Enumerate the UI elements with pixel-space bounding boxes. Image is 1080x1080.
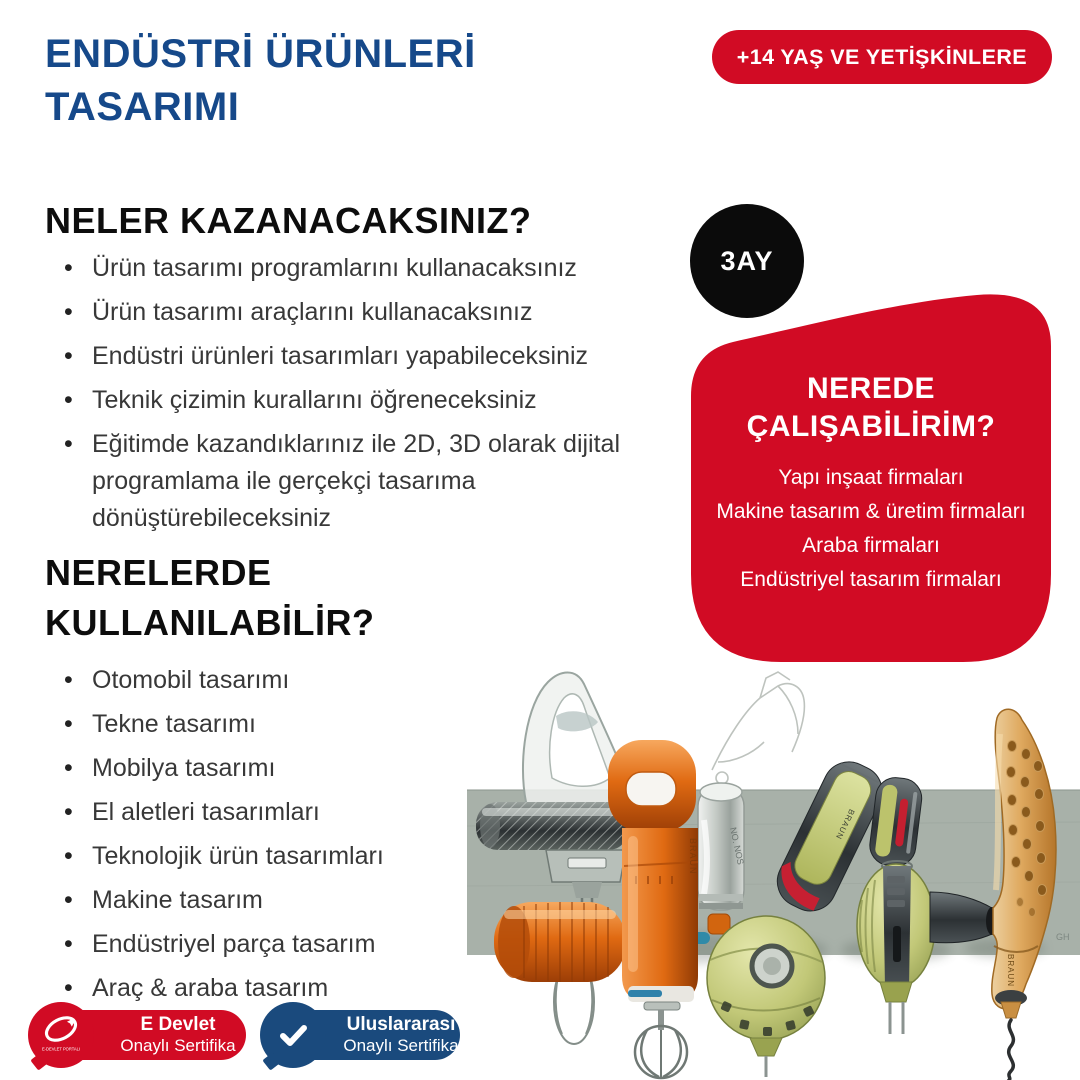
list-item: • Teknolojik ürün tasarımları <box>62 838 582 875</box>
international-certificate-badge <box>260 1002 460 1068</box>
list-item: Endüstriyel tasarım firmaları <box>740 567 1002 591</box>
page-title-line1: ENDÜSTRİ ÜRÜNLERİ <box>45 32 476 76</box>
list-item: • Mobilya tasarımı <box>62 750 582 787</box>
list-item: Yapı inşaat firmaları <box>778 465 964 489</box>
page-title-line2: TASARIMI <box>45 85 240 130</box>
duration-badge: 3AY <box>690 204 804 318</box>
e-devlet-logo-glyph <box>37 1011 85 1059</box>
list-item: • Otomobil tasarımı <box>62 662 582 699</box>
pencil-outline-sketch <box>712 672 804 784</box>
orange-cylinder-sketch <box>494 902 626 982</box>
blender-brand-label: BRAUN <box>1006 954 1015 988</box>
list-item: • El aletleri tasarımları <box>62 794 582 831</box>
usage-heading <box>45 548 374 647</box>
list-item: • Araç & araba tasarım <box>62 970 582 1007</box>
e-devlet-logo-icon <box>28 1002 94 1068</box>
list-item: • Endüstri ürünleri tasarımları yapabileceksiniz <box>62 338 682 375</box>
certificate-title: E Devlet <box>140 1013 216 1035</box>
e-devlet-logo-caption: E-DEVLET PORTALI <box>41 1046 81 1052</box>
mixer-brand-label: BRAUN <box>688 838 698 875</box>
work-places-heading-line1: NEREDE <box>806 372 936 405</box>
age-badge: +14 YAŞ VE YETİŞKİNLERE <box>712 30 1052 84</box>
work-places-heading <box>699 370 1043 447</box>
handle-brand-label: BRAUN <box>833 807 857 842</box>
whisk-icon <box>635 1026 687 1078</box>
check-icon-glyph <box>273 1015 313 1055</box>
product-sketch-image <box>460 650 1080 1080</box>
artist-signature: GH <box>1056 932 1070 942</box>
page-title <box>45 28 476 134</box>
grinder-sphere-sketch <box>707 916 825 1077</box>
certificate-subtitle: Onaylı Sertifika <box>343 1035 459 1055</box>
list-item: • Makine tasarım <box>62 882 582 919</box>
list-item: • Eğitimde kazandıklarınız ile 2D, 3D olarak dijital programlama ile gerçekçi tasarıma dönüştürebileceksiniz <box>62 426 682 537</box>
list-item: • Endüstriyel parça tasarım <box>62 926 582 963</box>
list-item: Araba firmaları <box>802 533 940 557</box>
blender-sketch <box>992 709 1056 1080</box>
work-places-heading-line2: ÇALIŞABİLİRİM? <box>746 410 996 444</box>
list-item: • Tekne tasarımı <box>62 706 582 743</box>
list-item: Makine tasarım & üretim firmaları <box>716 499 1026 523</box>
list-item: • Ürün tasarımı araçlarını kullanacaksınız <box>62 294 682 331</box>
list-item: • Teknik çizimin kurallarını öğreneceksiniz <box>62 382 682 419</box>
canister-label: NO. NOS <box>728 826 746 866</box>
usage-heading-line2: KULLANILABİLİR? <box>45 601 375 643</box>
work-places-panel <box>685 288 1057 666</box>
usage-heading-line1: NERELERDE <box>45 552 272 593</box>
certificate-subtitle: Onaylı Sertifika <box>120 1035 236 1055</box>
knurled-handle-sketch <box>476 802 630 850</box>
list-item: • Ürün tasarımı programlarını kullanacaksınız <box>62 250 682 287</box>
gains-list <box>62 250 682 544</box>
e-devlet-certificate-badge <box>28 1002 246 1068</box>
work-places-list <box>699 461 1043 597</box>
gains-heading: NELER KAZANACAKSINIZ? <box>45 200 532 241</box>
work-places-content <box>699 370 1043 597</box>
certificate-title: Uluslararası <box>346 1013 456 1035</box>
check-icon <box>260 1002 326 1068</box>
